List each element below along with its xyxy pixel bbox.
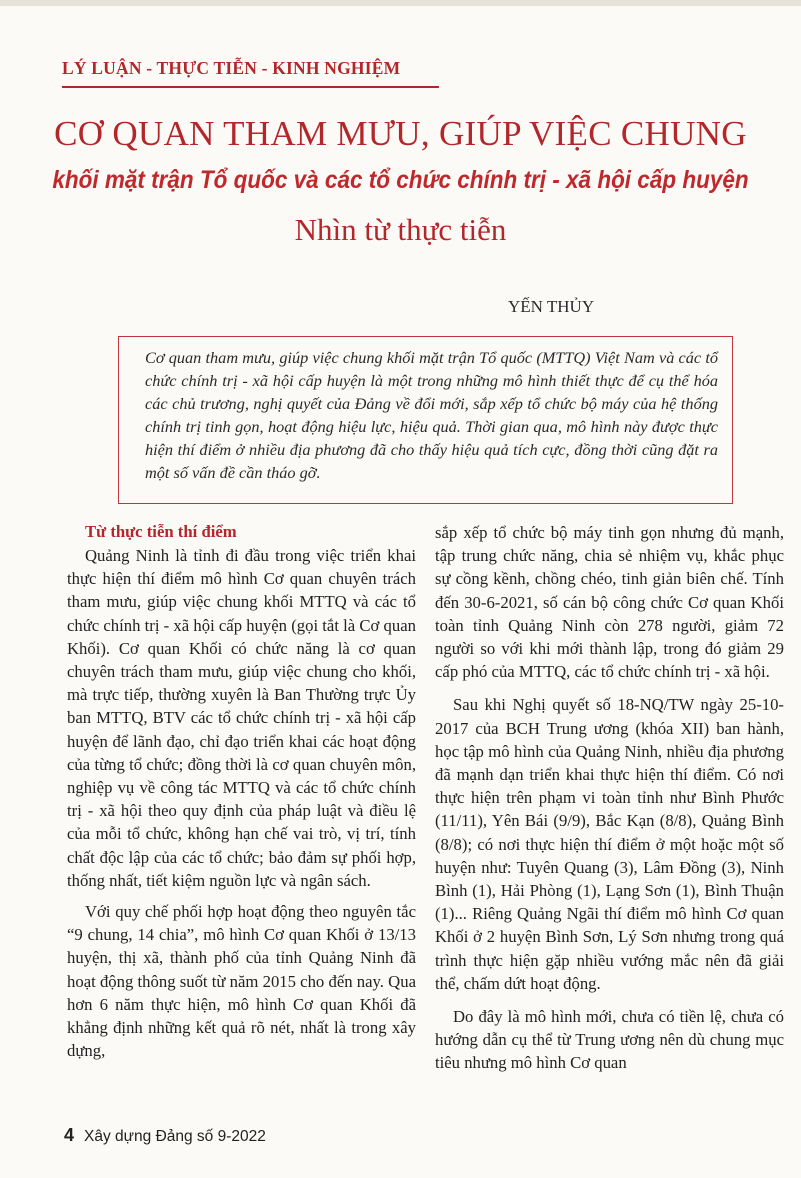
author-byline: YẾN THỦY [508, 297, 595, 316]
top-strip [0, 0, 801, 6]
paragraph: Sau khi Nghị quyết số 18-NQ/TW ngày 25-10-2017 của BCH Trung ương (khóa XII) ban hành, học tập mô hình của Quảng Ninh, nhiều địa phương đã mạnh dạn triển khai thực hiện thí điểm. Có nơi thực hiện trên phạm vi toàn tỉnh như Bình Phước (11/11), Yên Bái (9/9), Bắc Kạn (8/8), Quảng Bình (8/8); có nơi thực hiện thí điểm ở một hoặc một số huyện như: Tuyên Quang (3), Lâm Đồng (3), Ninh Bình (1), Hải Phòng (1), Lạng Sơn (1), Bình Thuận (1)... Riêng Quảng Ngãi thí điểm mô hình Cơ quan Khối ở 2 huyện Bình Sơn, Lý Sơn nhưng trong quá trình thực hiện gặp nhiều vướng mắc nên đã giải thể, chấm dứt hoạt động. [435, 695, 784, 993]
paragraph: Với quy chế phối hợp hoạt động theo nguyên tắc “9 chung, 14 chia”, mô hình Cơ quan Khối ở 13/13 huyện, thị xã, thành phố của tỉnh Quảng Ninh đã hoạt động thông suốt từ năm 2015 cho đến nay. Qua hơn 6 năm thực hiện, mô hình Cơ quan Khối đã khẳng định những kết quả rõ nét, nhất là trong xây dựng, [67, 902, 416, 1061]
publication-name: Xây dựng Đảng số 9-2022 [84, 1128, 266, 1145]
abstract-box [118, 336, 733, 504]
page-number: 4 [64, 1125, 75, 1145]
section-subheading: Từ thực tiễn thí điểm [85, 522, 237, 541]
page-footer [64, 1125, 266, 1146]
section-underline [62, 86, 439, 88]
article-subtitle: Nhìn từ thực tiễn [294, 212, 507, 247]
paragraph: Do đây là mô hình mới, chưa có tiền lệ, chưa có hướng dẫn cụ thể từ Trung ương nên dù chung mục tiêu nhưng mô hình Cơ quan [435, 1007, 784, 1073]
section-label: LÝ LUẬN - THỰC TIỄN - KINH NGHIỆM [62, 58, 401, 78]
left-column [67, 521, 416, 1062]
abstract-text: Cơ quan tham mưu, giúp việc chung khối mặt trận Tổ quốc (MTTQ) Việt Nam và các tổ chức chính trị - xã hội cấp huyện là một trong những mô hình thiết thực để cụ thể hóa các chủ trương, nghị quyết của Đảng về đổi mới, sắp xếp tổ chức bộ máy của hệ thống chính trị tinh gọn, hoạt động hiệu lực, hiệu quả. Thời gian qua, mô hình này được thực hiện thí điểm ở nhiều địa phương đã cho thấy hiệu quả tích cực, đồng thời cũng đặt ra một số vấn đề cần tháo gỡ. [145, 348, 718, 482]
article-title-line-1: CƠ QUAN THAM MƯU, GIÚP VIỆC CHUNG [54, 114, 747, 153]
paragraph: sắp xếp tổ chức bộ máy tinh gọn nhưng đủ mạnh, tập trung chức năng, chia sẻ nhiệm vụ, khắc phục sự cồng kềnh, chồng chéo, tinh giản biên chế. Tính đến 30-6-2021, số cán bộ công chức Cơ quan Khối toàn tỉnh Quảng Ninh còn 278 người, giảm 72 người so với khi mới thành lập, trong đó giảm 29 cấp phó của MTTQ, các tổ chức chính trị - xã hội. [435, 523, 784, 682]
right-column [435, 521, 784, 1075]
paragraph: Quảng Ninh là tỉnh đi đầu trong việc triển khai thực hiện thí điểm mô hình Cơ quan chuyên trách tham mưu, giúp việc chung khối MTTQ và các tổ chức chính trị - xã hội cấp huyện (gọi tắt là Cơ quan Khối). Cơ quan Khối có chức năng là cơ quan chuyên trách tham mưu, giúp việc chung cho khối, mà trực tiếp, thường xuyên là Ban Thường trực Ủy ban MTTQ, BTV các tổ chức chính trị - xã hội cấp huyện để lãnh đạo, chỉ đạo triển khai các hoạt động của từng tổ chức; đồng thời là cơ quan chuyên môn, nghiệp vụ về công tác MTTQ và các tổ chức chính trị - xã hội theo quy định của pháp luật và điều lệ của mỗi tổ chức, không hạn chế vai trò, vị trí, tính chất độc lập của các tổ chức; bảo đảm sự phối hợp, thống nhất, tiết kiệm nguồn lực và ngân sách. [67, 546, 416, 890]
article-title-line-2: khối mặt trận Tổ quốc và các tổ chức chính trị - xã hội cấp huyện [52, 166, 749, 194]
